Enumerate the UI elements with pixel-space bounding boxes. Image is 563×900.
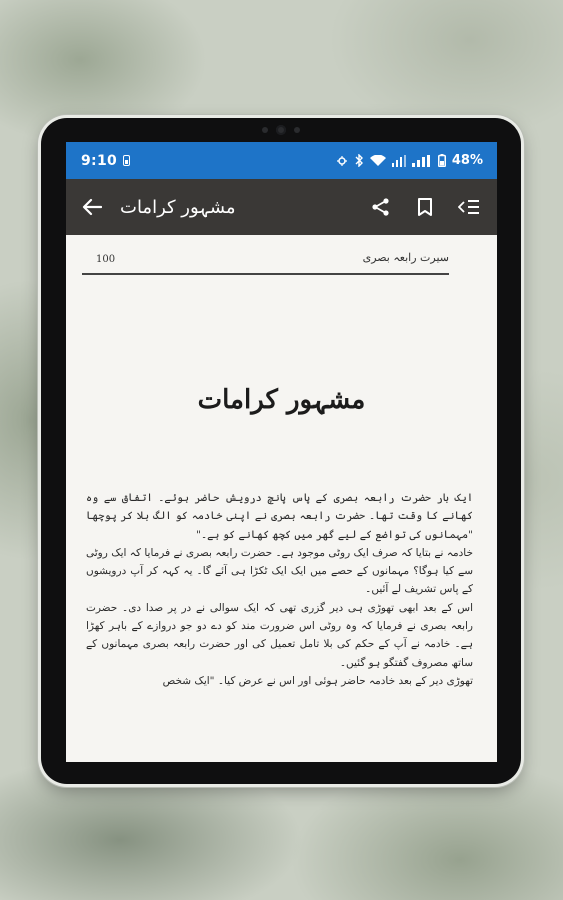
front-camera — [276, 125, 286, 135]
status-time: 9:10 — [81, 152, 118, 169]
bookmark-icon — [417, 197, 433, 217]
paragraph: ایک بار حضرت رابعہ بصری کے پاس پانچ درویش حاضر ہوئے۔ اتفاق سے وہ کھانے کا وقت تھا۔ حضرت رابعہ بصری نے اپنی خادمہ کو الگ بلا کر پوچھا "مہمانوں کی تواضع کے لیے گھر میں کچھ کھانے کو ہے۔" — [86, 492, 473, 541]
list-toc-icon — [458, 199, 480, 215]
table-of-contents-button[interactable] — [451, 189, 487, 225]
page-body-text — [86, 489, 473, 690]
page-title: مشہور کرامات — [120, 196, 236, 218]
book-page — [66, 235, 497, 762]
bluetooth-icon — [355, 154, 364, 167]
paragraph: خادمہ نے بتایا کہ صرف ایک روٹی موجود ہے۔ حضرت رابعہ بصری نے فرمایا کہ ایک روٹی سے کیا ہوگا؟ مہمانوں کے حصے میں ایک ایک ٹکڑا ہی آئے گا۔ یہ کہہ کر آپ درویشوں کے پاس تشریف لے آئیں۔ — [86, 546, 473, 596]
vibrate-icon — [335, 155, 349, 167]
chapter-title: مشہور کرامات — [197, 385, 366, 415]
device-screen — [66, 142, 497, 762]
cellular-signal-icon — [392, 155, 406, 167]
tablet-frame — [41, 118, 521, 784]
battery-saver-icon — [123, 155, 130, 166]
running-head: سیرت رابعہ بصری — [362, 251, 449, 264]
back-button[interactable] — [76, 191, 108, 223]
wifi-icon — [370, 155, 386, 167]
bookmark-button[interactable] — [407, 189, 443, 225]
share-icon — [371, 197, 391, 217]
page-number: 100 — [96, 254, 116, 265]
cellular-signal-icon — [412, 155, 432, 167]
status-bar — [66, 142, 497, 179]
header-rule — [82, 273, 449, 275]
share-button[interactable] — [363, 189, 399, 225]
arrow-back-icon — [82, 198, 102, 216]
battery-percentage: 48% — [451, 153, 483, 168]
battery-icon — [438, 154, 446, 167]
app-bar — [66, 179, 497, 235]
page-header — [82, 253, 449, 273]
sensor-dot — [294, 127, 300, 133]
paragraph: تھوڑی دیر کے بعد خادمہ حاضر ہوئی اور اس نے عرض کیا۔ "ایک شخص — [162, 674, 473, 687]
camera-bar — [262, 125, 300, 135]
sensor-dot — [262, 127, 268, 133]
paragraph: اس کے بعد ابھی تھوڑی ہی دیر گزری تھی کہ ایک سوالی نے در پر صدا دی۔ حضرت رابعہ بصری نے فرمایا کہ وہ روٹی اس ضرورت مند کو دے دو جو دروازے کے باہر کھڑا ہے۔ خادمہ نے آپ کے حکم کی بلا تامل تعمیل کی اور حضرت رابعہ بصری مہمانوں کے ساتھ مصروف گفتگو ہو گئیں۔ — [86, 601, 473, 669]
